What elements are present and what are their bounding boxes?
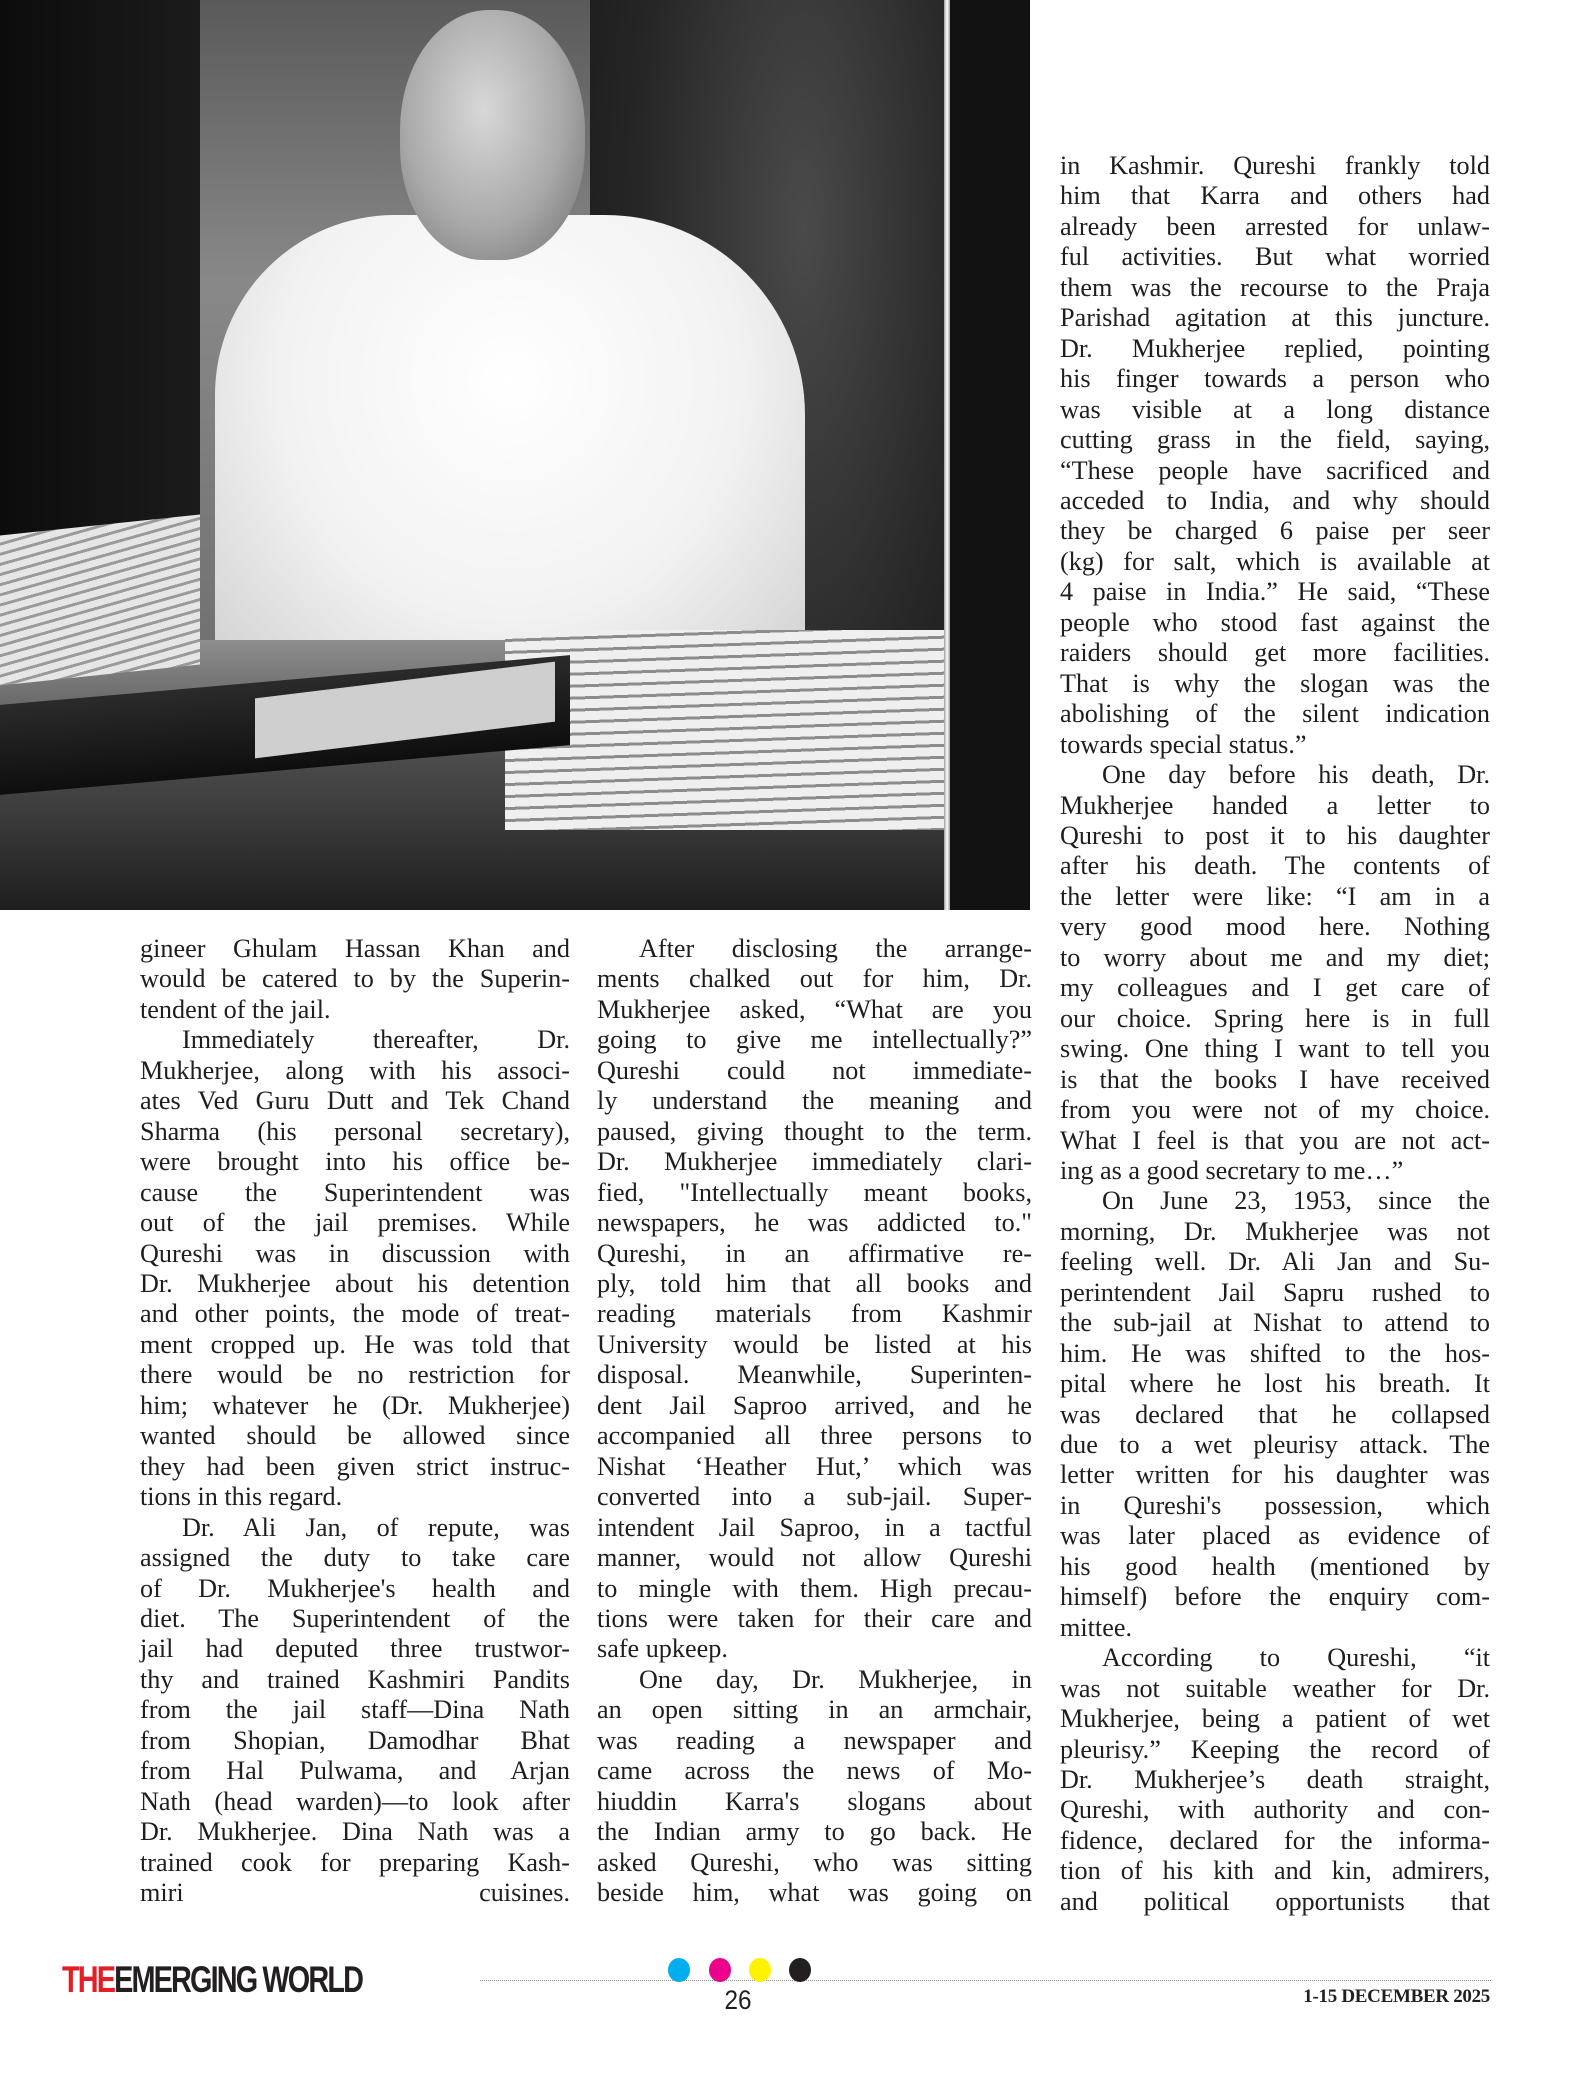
text-line: out of the jail premises. While	[140, 1208, 570, 1238]
photo-files-left	[0, 514, 200, 685]
text-line: Dr. Mukherjee about his detention	[140, 1268, 570, 1298]
text-line: (kg) for salt, which is available at	[1060, 546, 1490, 576]
text-line: very good mood here. Nothing	[1060, 912, 1490, 942]
text-line: was later placed as evidence of	[1060, 1521, 1490, 1551]
text-line: towards special status.”	[1060, 729, 1307, 759]
footer-dotted-rule	[480, 1980, 1491, 1981]
text-line: ing as a good secretary to me…”	[1060, 1155, 1404, 1185]
text-line: jail had deputed three trustwor-	[140, 1634, 570, 1664]
text-line: paused, giving thought to the term.	[597, 1116, 1032, 1146]
text-line: was visible at a long distance	[1060, 394, 1490, 424]
text-line: morning, Dr. Mukherjee was not	[1060, 1216, 1490, 1246]
text-line: fidence, declared for the informa-	[1060, 1825, 1490, 1855]
text-line: Mukherjee, along with his associ-	[140, 1055, 570, 1085]
text-line: were brought into his office be-	[140, 1147, 570, 1177]
page-number: 26	[724, 1985, 752, 2015]
text-line: the sub-jail at Nishat to attend to	[1060, 1308, 1490, 1338]
text-line: Dr. Mukherjee. Dina Nath was a	[140, 1817, 570, 1847]
text-line: tions were taken for their care and	[597, 1603, 1032, 1633]
article-column-left	[140, 934, 570, 1909]
text-line: feeling well. Dr. Ali Jan and Su-	[1060, 1247, 1490, 1277]
text-line: Dr. Ali Jan, of repute, was	[182, 1512, 570, 1542]
text-line: Qureshi, in an affirmative re-	[597, 1238, 1032, 1268]
text-line: to mingle with them. High precau-	[597, 1573, 1032, 1603]
text-line: them was the recourse to the Praja	[1060, 272, 1490, 302]
text-line: ates Ved Guru Dutt and Tek Chand	[140, 1086, 570, 1116]
text-line: was not suitable weather for Dr.	[1060, 1673, 1490, 1703]
text-line: my colleagues and I get care of	[1060, 973, 1490, 1003]
text-line: Nishat ‘Heather Hut,’ which was	[597, 1451, 1032, 1481]
text-line: from you were not of my choice.	[1060, 1095, 1490, 1125]
text-line: there would be no restriction for	[140, 1360, 570, 1390]
text-line: letter written for his daughter was	[1060, 1460, 1490, 1490]
text-line: hiuddin Karra's slogans about	[597, 1786, 1032, 1816]
article-paragraph	[1060, 760, 1490, 1186]
article-paragraph	[597, 934, 1032, 1665]
text-line: would be catered to by the Superin-	[140, 964, 570, 994]
text-line: One day, Dr. Mukherjee, in	[639, 1664, 1032, 1694]
text-line: wanted should be allowed since	[140, 1421, 570, 1451]
text-line: himself) before the enquiry com-	[1060, 1582, 1490, 1612]
text-line: him. He was shifted to the hos-	[1060, 1338, 1490, 1368]
text-line: came across the news of Mo-	[597, 1756, 1032, 1786]
text-line: mittee.	[1060, 1612, 1132, 1642]
article-paragraph	[140, 934, 570, 1025]
cyan-registration-dot-icon	[668, 1958, 690, 1982]
yellow-registration-dot-icon	[749, 1958, 771, 1982]
text-line: him that Karra and others had	[1060, 181, 1490, 211]
text-line: miri cuisines.	[140, 1878, 570, 1908]
text-line: Mukherjee handed a letter to	[1060, 790, 1490, 820]
text-line: trained cook for preparing Kash-	[140, 1847, 570, 1877]
text-line: Dr. Mukherjee immediately clari-	[597, 1147, 1032, 1177]
text-line: What I feel is that you are not act-	[1060, 1125, 1490, 1155]
logo-emerging-world: EMERGING WORLD	[114, 1959, 363, 2000]
text-line: his good health (mentioned by	[1060, 1551, 1490, 1581]
text-line: due to a wet pleurisy attack. The	[1060, 1430, 1490, 1460]
article-paragraph	[1060, 151, 1490, 760]
text-line: our choice. Spring here is in full	[1060, 1003, 1490, 1033]
text-line: in Kashmir. Qureshi frankly told	[1060, 151, 1490, 180]
text-line: fied, "Intellectually meant books,	[597, 1177, 1032, 1207]
text-line: is that the books I have received	[1060, 1064, 1490, 1094]
text-line: tendent of the jail.	[140, 994, 331, 1024]
black-registration-dot-icon	[789, 1958, 811, 1982]
text-line: Sharma (his personal secretary),	[140, 1116, 570, 1146]
text-line: According to Qureshi, “it	[1102, 1643, 1490, 1673]
photo-subject-torso	[215, 215, 805, 685]
article-paragraph	[140, 1025, 570, 1512]
text-line: pleurisy.” Keeping the record of	[1060, 1734, 1490, 1764]
text-line: and other points, the mode of treat-	[140, 1299, 570, 1329]
text-line: from Shopian, Damodhar Bhat	[140, 1725, 570, 1755]
text-line: Nath (head warden)—to look after	[140, 1786, 570, 1816]
text-line: from Hal Pulwama, and Arjan	[140, 1756, 570, 1786]
text-line: “These people have sacrificed and	[1060, 455, 1490, 485]
text-line: ly understand the meaning and	[597, 1086, 1032, 1116]
text-line: swing. One thing I want to tell you	[1060, 1034, 1490, 1064]
text-line: Mukherjee asked, “What are you	[597, 994, 1032, 1024]
magenta-registration-dot-icon	[709, 1958, 731, 1982]
text-line: from the jail staff—Dina Nath	[140, 1695, 570, 1725]
article-photo	[0, 0, 1030, 910]
text-line: On June 23, 1953, since the	[1102, 1186, 1490, 1216]
text-line: gineer Ghulam Hassan Khan and	[140, 934, 570, 963]
photo-files-right	[505, 630, 945, 830]
text-line: Parishad agitation at this juncture.	[1060, 303, 1490, 333]
text-line: Mukherjee, being a patient of wet	[1060, 1704, 1490, 1734]
text-line: After disclosing the arrange-	[639, 934, 1032, 963]
text-line: raiders should get more facilities.	[1060, 638, 1490, 668]
article-paragraph	[597, 1665, 1032, 1909]
article-column-right	[1060, 151, 1490, 1917]
text-line: diet. The Superintendent of the	[140, 1603, 570, 1633]
photo-subject-head	[400, 10, 585, 260]
text-line: after his death. The contents of	[1060, 851, 1490, 881]
issue-date: 1-15 DECEMBER 2025	[1303, 1986, 1490, 2007]
text-line: ply, told him that all books and	[597, 1268, 1032, 1298]
text-line: of Dr. Mukherjee's health and	[140, 1573, 570, 1603]
text-line: ments chalked out for him, Dr.	[597, 964, 1032, 994]
text-line: to worry about me and my diet;	[1060, 942, 1490, 972]
text-line: tion of his kith and kin, admirers,	[1060, 1856, 1490, 1886]
text-line: accompanied all three persons to	[597, 1421, 1032, 1451]
text-line: was declared that he collapsed	[1060, 1399, 1490, 1429]
article-paragraph	[1060, 1643, 1490, 1917]
text-line: One day before his death, Dr.	[1102, 760, 1490, 790]
text-line: beside him, what was going on	[597, 1878, 1032, 1908]
text-line: an open sitting in an armchair,	[597, 1695, 1032, 1725]
text-line: abolishing of the silent indication	[1060, 699, 1490, 729]
text-line: Qureshi, with authority and con-	[1060, 1795, 1490, 1825]
text-line: pital where he lost his breath. It	[1060, 1369, 1490, 1399]
text-line: Qureshi was in discussion with	[140, 1238, 570, 1268]
text-line: Dr. Mukherjee replied, pointing	[1060, 333, 1490, 363]
text-line: the Indian army to go back. He	[597, 1817, 1032, 1847]
text-line: 4 paise in India.” He said, “These	[1060, 577, 1490, 607]
text-line: Qureshi to post it to his daughter	[1060, 820, 1490, 850]
text-line: intendent Jail Saproo, in a tactful	[597, 1512, 1032, 1542]
text-line: disposal. Meanwhile, Superinten-	[597, 1360, 1032, 1390]
text-line: safe upkeep.	[597, 1634, 728, 1664]
text-line: going to give me intellectually?”	[597, 1025, 1032, 1055]
text-line: ful activities. But what worried	[1060, 242, 1490, 272]
publication-logo	[62, 1960, 362, 2000]
text-line: reading materials from Kashmir	[597, 1299, 1032, 1329]
text-line: and political opportunists that	[1060, 1886, 1490, 1916]
text-line: they had been given strict instruc-	[140, 1451, 570, 1481]
text-line: they be charged 6 paise per seer	[1060, 516, 1490, 546]
text-line: his finger towards a person who	[1060, 364, 1490, 394]
text-line: the letter were like: “I am in a	[1060, 881, 1490, 911]
text-line: people who stood fast against the	[1060, 607, 1490, 637]
text-line: acceded to India, and why should	[1060, 485, 1490, 515]
text-line: newspapers, he was addicted to."	[597, 1208, 1032, 1238]
text-line: already been arrested for unlaw-	[1060, 211, 1490, 241]
text-line: asked Qureshi, who was sitting	[597, 1847, 1032, 1877]
text-line: tions in this regard.	[140, 1482, 343, 1512]
text-line: him; whatever he (Dr. Mukherjee)	[140, 1390, 570, 1420]
article-paragraph	[140, 1513, 570, 1909]
text-line: dent Jail Saproo arrived, and he	[597, 1390, 1032, 1420]
text-line: Immediately thereafter, Dr.	[182, 1025, 570, 1055]
text-line: ment cropped up. He was told that	[140, 1329, 570, 1359]
text-line: converted into a sub-jail. Super-	[597, 1482, 1032, 1512]
text-line: Qureshi could not immediate-	[597, 1055, 1032, 1085]
article-column-middle	[597, 934, 1032, 1909]
text-line: manner, would not allow Qureshi	[597, 1543, 1032, 1573]
text-line: That is why the slogan was the	[1060, 668, 1490, 698]
photo-dark-strip	[950, 0, 1030, 910]
text-line: Dr. Mukherjee’s death straight,	[1060, 1765, 1490, 1795]
text-line: cause the Superintendent was	[140, 1177, 570, 1207]
text-line: in Qureshi's possession, which	[1060, 1490, 1490, 1520]
text-line: assigned the duty to take care	[140, 1543, 570, 1573]
text-line: was reading a newspaper and	[597, 1725, 1032, 1755]
article-paragraph	[1060, 1186, 1490, 1643]
text-line: perintendent Jail Sapru rushed to	[1060, 1277, 1490, 1307]
text-line: University would be listed at his	[597, 1329, 1032, 1359]
logo-the: THE	[62, 1959, 115, 2000]
text-line: cutting grass in the field, saying,	[1060, 425, 1490, 455]
text-line: thy and trained Kashmiri Pandits	[140, 1664, 570, 1694]
